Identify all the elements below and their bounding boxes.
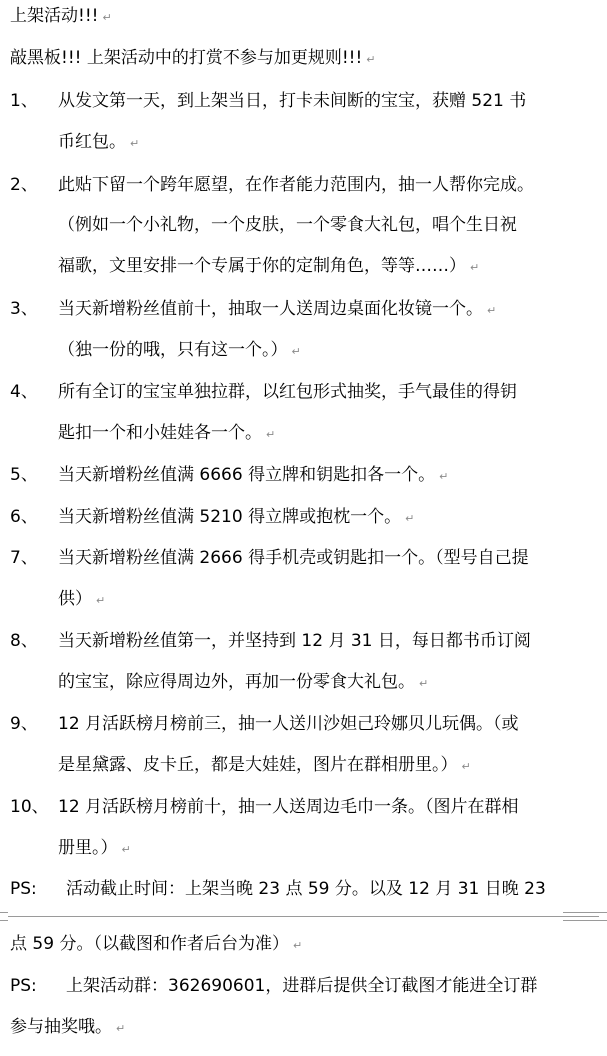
paragraph-mark-icon: ↵ — [461, 760, 471, 773]
item-number-9: 9、 — [10, 714, 38, 734]
paragraph-mark-icon: ↵ — [470, 261, 480, 274]
item-1-line-1: 从发文第一天，到上架当日，打卡未间断的宝宝，获赠 521 书 — [58, 91, 527, 111]
page-break-right-marker — [563, 912, 607, 921]
paragraph-mark-icon: ↵ — [439, 470, 449, 483]
paragraph-mark-icon: ↵ — [487, 304, 497, 317]
ps-1-line-2: 点 59 分。（以截图和作者后台为准） ↵ — [10, 934, 303, 954]
paragraph-mark-icon: ↵ — [130, 137, 140, 150]
item-7-line-1: 当天新增粉丝值满 2666 得手机壳或钥匙扣一个。（型号自己提 — [58, 548, 529, 568]
item-9-line-1: 12 月活跃榜月榜前三，抽一人送川沙妲己玲娜贝儿玩偶。（或 — [58, 714, 519, 734]
item-8-line-1: 当天新增粉丝值第一，并坚持到 12 月 31 日，每日都书币订阅 — [58, 631, 531, 651]
item-7-line-2: 供） ↵ — [58, 589, 106, 609]
document-title — [10, 4, 112, 30]
item-2-line-1: 此贴下留一个跨年愿望，在作者能力范围内，抽一人帮你完成。 — [58, 175, 534, 195]
paragraph-mark-icon: ↵ — [419, 677, 429, 690]
title-text: 上架活动!!! — [10, 6, 99, 26]
notice-line — [10, 46, 376, 72]
page-break-rule — [8, 916, 599, 917]
paragraph-mark-icon: ↵ — [292, 939, 303, 952]
item-number-6: 6、 — [10, 507, 38, 527]
item-9-line-2: 是星黛露、皮卡丘，都是大娃娃，图片在群相册里。） ↵ — [58, 755, 471, 775]
item-3-line-2: （独一份的哦，只有这一个。） ↵ — [58, 340, 301, 360]
item-4-line-2: 匙扣一个和小娃娃各一个。 ↵ — [58, 423, 276, 443]
item-10-line-1: 12 月活跃榜月榜前十，抽一人送周边毛巾一条。（图片在群相 — [58, 797, 519, 817]
item-3-line-1: 当天新增粉丝值前十，抽取一人送周边桌面化妆镜一个。 ↵ — [58, 299, 497, 319]
item-2-line-2: （例如一个小礼物，一个皮肤，一个零食大礼包，唱个生日祝 — [58, 215, 517, 235]
ps-1-line-1: 活动截止时间：上架当晚 23 点 59 分。以及 12 月 31 日晚 23 — [66, 879, 546, 899]
paragraph-mark-icon: ↵ — [366, 53, 376, 66]
item-4-line-1: 所有全订的宝宝单独拉群，以红包形式抽奖，手气最佳的得钥 — [58, 382, 517, 402]
notice-text: 敲黑板!!! 上架活动中的打赏不参与加更规则!!! — [10, 48, 363, 68]
item-2-line-3: 福歌，文里安排一个专属于你的定制角色，等等……） ↵ — [58, 256, 480, 276]
ps-label-2: PS: — [10, 976, 37, 996]
item-number-3: 3、 — [10, 299, 38, 319]
item-number-1: 1、 — [10, 91, 38, 111]
item-number-8: 8、 — [10, 631, 38, 651]
paragraph-mark-icon: ↵ — [291, 345, 301, 358]
ps-label-1: PS: — [10, 879, 37, 899]
paragraph-mark-icon: ↵ — [266, 428, 276, 441]
paragraph-mark-icon: ↵ — [405, 512, 415, 525]
paragraph-mark-icon: ↵ — [116, 1022, 126, 1035]
paragraph-mark-icon: ↵ — [102, 11, 112, 24]
item-number-4: 4、 — [10, 382, 38, 402]
page-break-left-marker — [0, 912, 8, 921]
item-8-line-2: 的宝宝，除应得周边外，再加一份零食大礼包。 ↵ — [58, 672, 429, 692]
item-10-line-2: 册里。） ↵ — [58, 838, 131, 858]
ps-2-line-2: 参与抽奖哦。 ↵ — [10, 1017, 126, 1037]
item-number-10: 10、 — [10, 797, 49, 817]
paragraph-mark-icon: ↵ — [96, 594, 106, 607]
ps-2-line-1: 上架活动群：362690601，进群后提供全订截图才能进全订群 — [66, 976, 538, 996]
page-break-divider — [0, 912, 607, 922]
item-number-5: 5、 — [10, 465, 38, 485]
item-1-line-2: 币红包。 ↵ — [58, 132, 140, 152]
item-6-line-1: 当天新增粉丝值满 5210 得立牌或抱枕一个。 ↵ — [58, 507, 415, 527]
item-number-7: 7、 — [10, 548, 38, 568]
item-number-2: 2、 — [10, 175, 38, 195]
item-5-line-1: 当天新增粉丝值满 6666 得立牌和钥匙扣各一个。 ↵ — [58, 465, 449, 485]
paragraph-mark-icon: ↵ — [121, 843, 131, 856]
